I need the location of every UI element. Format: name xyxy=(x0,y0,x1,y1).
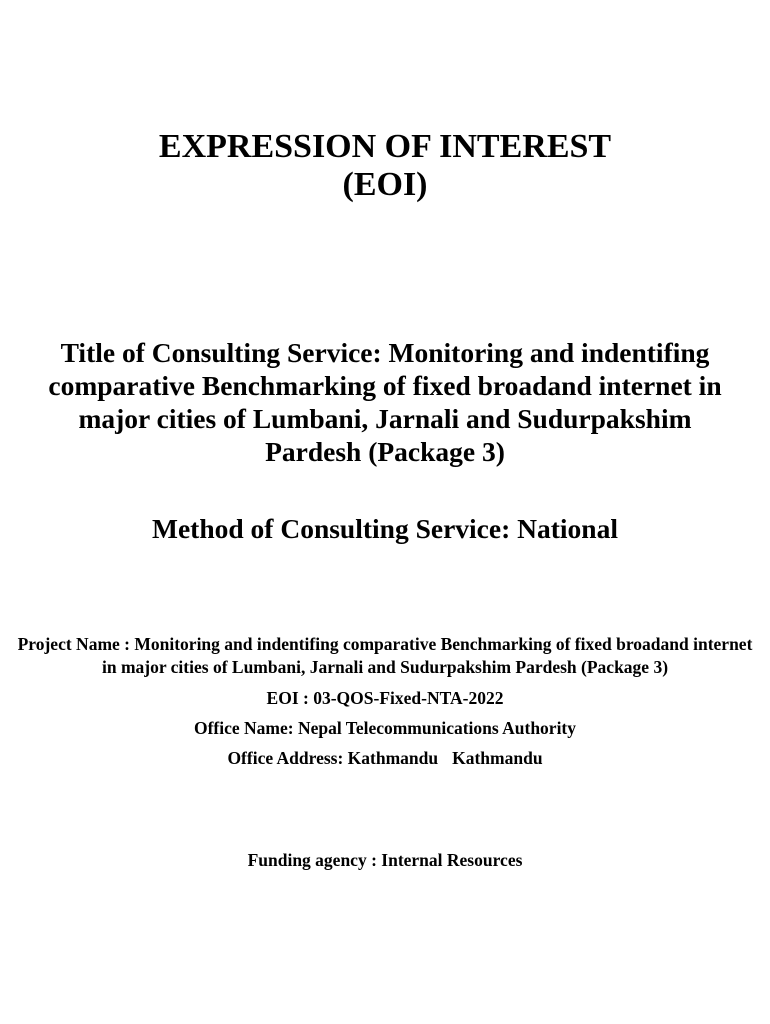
office-address-label: Office Address: Kathmandu xyxy=(227,748,439,768)
consulting-method: Method of Consulting Service: National xyxy=(152,513,618,544)
office-address xyxy=(0,748,770,768)
consulting-service-title: Title of Consulting Service: Monitoring and indentifing comparative Benchmarking of fixed broadand internet in major cities of Lumbani, Jarnali and Sudurpakshim Pardesh (Package 3) xyxy=(48,337,722,467)
document-title-line-2: (EOI) xyxy=(342,166,428,203)
document-title-line-1: EXPRESSION OF INTEREST xyxy=(158,128,612,165)
project-name: Project Name : Monitoring and indentifing comparative Benchmarking of fixed broadand internet in major cities of Lumbani, Jarnali and Sudurpakshim Pardesh (Package 3) xyxy=(17,634,753,677)
project-details xyxy=(0,633,770,768)
office-address-city: Kathmandu xyxy=(452,748,543,768)
office-name: Office Name: Nepal Telecommunications Authority xyxy=(193,718,577,738)
eoi-number: EOI : 03-QOS-Fixed-NTA-2022 xyxy=(266,688,504,708)
funding-agency: Funding agency : Internal Resources xyxy=(247,850,523,870)
document-title xyxy=(0,128,770,204)
